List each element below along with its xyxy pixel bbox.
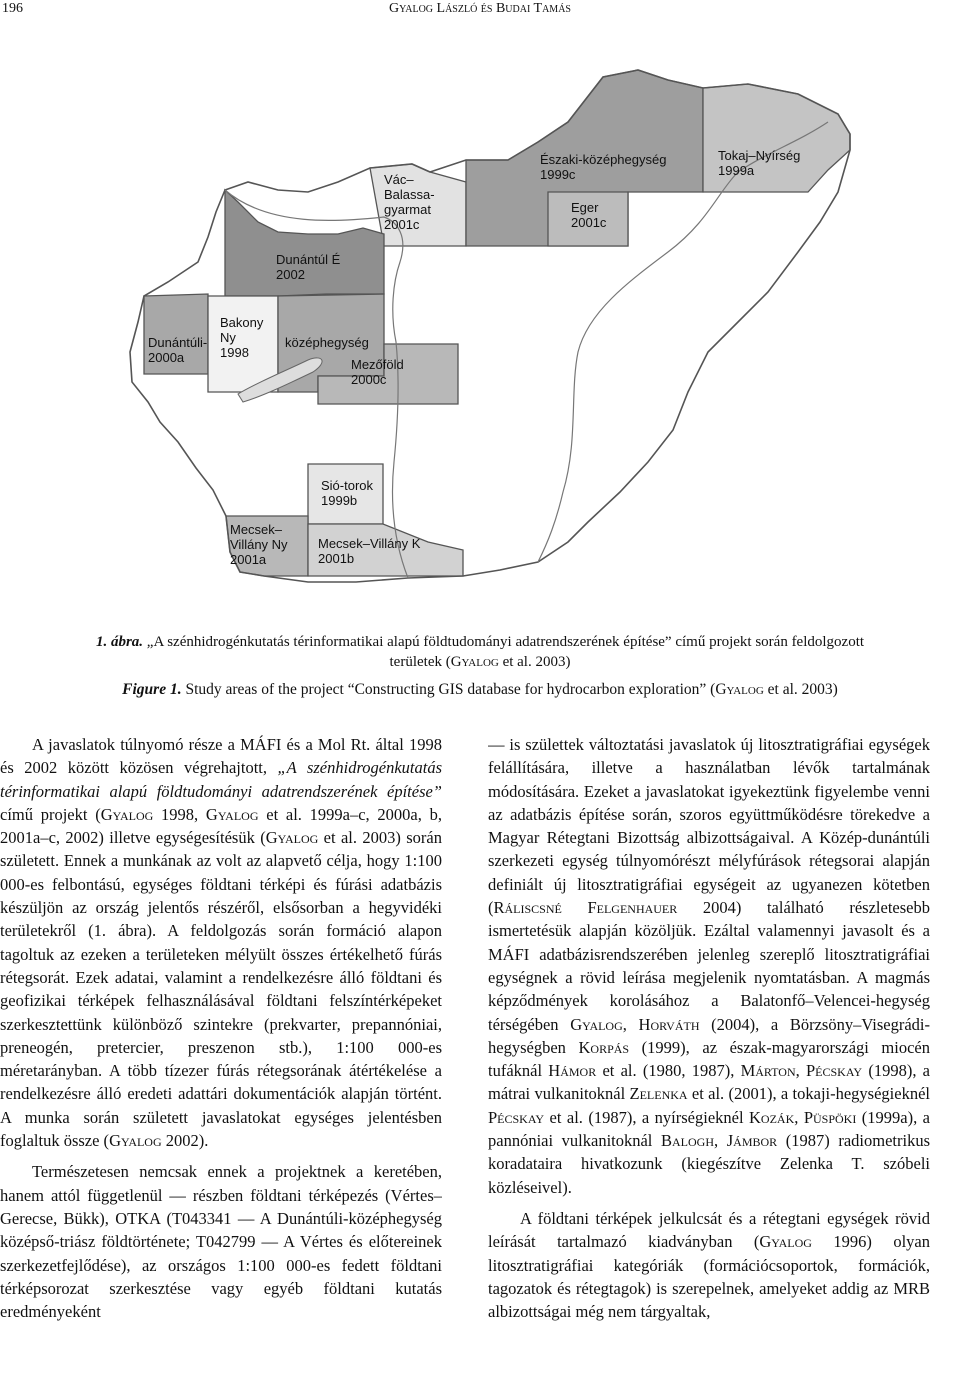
caption-hu-year: et al. 2003) (498, 654, 571, 670)
running-head: Gyalog László és Budai Tamás (389, 1, 571, 16)
left-paragraph-2: Természetesen nemcsak ennek a projektnek a keretében, hanem attól függetlenül — részben földtani térképezés (Vértes–Gerecse, Bükk), OTKA (T043341 — A Dunántúli-középhegység középső-triász földtörténete; T042799 — A Vértes és előtereinek szerkezetfejlődése), az országos 1:100 000-es fedett földtani térképsorozat szerkesztése vagy egyéb földtani kutatás eredményeként (0, 1162, 442, 1322)
region-label-mecsek-villany-k: Mecsek–Villány K 2001b (318, 536, 421, 566)
region-label-tokaj: Tokaj–Nyírség 1999a (718, 148, 801, 178)
region-label-eger: Eger 2001c (571, 200, 607, 230)
page-number: 196 (2, 1, 23, 16)
region-label-sio-torok: Sió-torok 1999b (321, 478, 374, 508)
region-bakony-ny (208, 296, 278, 392)
region-label-dunantuli-kozephegyseg: Dunántúli-2000a (148, 335, 208, 365)
region-label-bakony: Bakony Ny 1998 (220, 315, 264, 360)
caption-en-year: et al. 2003) (763, 681, 838, 698)
hungary-map-svg (108, 22, 853, 624)
caption-hu-line2: területek ( (389, 654, 451, 670)
region-label-kozephegyseg: középhegység (285, 335, 369, 350)
caption-hu-line1: „A szénhidrogénkutatás térinformatikai alapú földtudományi adatrendszerének építése” című projekt során feldolgozott (143, 634, 865, 650)
caption-en-author: Gyalog (715, 681, 764, 698)
right-column (488, 733, 930, 1400)
study-area-map (108, 22, 853, 624)
page-header (0, 0, 960, 24)
caption-hu-author: Gyalog (450, 654, 499, 670)
figure-caption-english (0, 680, 960, 700)
right-paragraph-1: — is születtek változtatási javaslatok új litosztratigráfiai egységek felállítására, illetve a használatban lévők tartalmának módosítására. Ezeket a javaslatokat igyekeztünk figyelembe venni az adatbázis építése során, szoros együttműködésre törekedve a Magyar Rétegtani Bizottság albizottságaival. A Közép-dunántúli szerkezeti egység túlnyomórészt mélyfúrások rétegsorai alapján definiált új litosztratigráfiai egységeit az ugyanezen kötetben (Ráliscsné Felgenhauer 2004) található részletesebb ismertetésük alapján közöljük. Ezáltal valamennyi javasolt és a MÁFI adatbázisrendszerében jelenleg szereplő litosztratigráfiai egységnek a rövid leírása megjelenik nyomtatásban. A magmás képződmények korolásához a Balatonfő–Velencei-hegység térségében Gyalog, Horváth (2004), a Börzsöny–Visegrádi-hegységben Korpás (1999), az észak-magyarországi miocén tufáknál Hámor et al. (1980, 1987), Márton, Pécskay (1998), a mátrai vulkanitoknál Zelenka et al. (2001), a tokaji-hegységieknél Pécskay et al. (1987), a nyírségieknél Kozák, Püspöki (1999a), a pannóniai vulkanitoknál Balogh, Jámbor (1987) radiometrikus koradataira hivatkozunk (kiegészítve Zelenka T. szóbeli közléseivel). (488, 735, 930, 1197)
left-paragraph-1: A javaslatok túlnyomó része a MÁFI és a Mol Rt. által 1998 és 2002 között közösen végrehajtott, „A szénhidrogénkutatás térinformatikai alapú földtudományi adatrendszerének építése” című projekt (Gyalog 1998, Gyalog et al. 1999a–c, 2000a, b, 2001a–c, 2002) illetve egységesítésük (Gyalog et al. 2003) során született. Ennek a munkának az volt az alapvető célja, hogy 1:100 000-es felbontású, egységes földtani térképi és fúrási adatbázis készüljön az ország jelentős részéről, elsősorban a hegyvidéki területekről (1. ábra). A feldolgozás során formáció alapon tagoltuk az ezeken a területeken mélyült összes értékelhető fúrás rétegsorát. Ezek adatai, valamint a rendelkezésre álló földtani és geofizikai térképek felhasználásával földtani felszíntérképeket szerkesztettünk különböző szintekre (prekvarter, prepannóniai, preneogén, pretercier, preszenon stb.), 1:100 000-es méretarányban. A több tízezer fúrás rétegsorának átértékelése a rendelkezésre álló eredeti adattári dokumentációk alapján történt. A munka során született javaslatokat egységes jelentésben foglaltuk össze (Gyalog 2002). (0, 735, 442, 1151)
project-title: „A szénhidrogénkutatás térinformatikai alapú földtudományi adatrendszerének építése” (0, 758, 442, 801)
figure-caption-hungarian (0, 632, 960, 672)
right-paragraph-2: A földtani térképek jelkulcsát és a rétegtani egységek rövid leírását tartalmazó kiadványban (Gyalog 1996) olyan litosztratigráfiai kategóriák (formációcsoportok, formációk, tagozatok és rétegtagok) is szerepelnek, amelyeket addig az MRB albizottságai még nem tárgyaltak, (488, 1208, 930, 1322)
caption-hu-label: 1. ábra. (95, 634, 144, 650)
caption-en-text: Study areas of the project “Constructing GIS database for hydrocarbon exploration” ( (181, 681, 716, 698)
region-label-mecsek-villany-ny: Mecsek– Villány Ny 2001a (230, 522, 288, 567)
region-label-vac: Vác– Balassa-gyarmat 2001c (384, 172, 435, 232)
region-label-dunantul-e: Dunántúl É 2002 (276, 252, 341, 282)
region-label-mezofold: Mezőföld 2000c (351, 357, 404, 387)
region-label-eszaki: Északi-középhegység 1999c (540, 152, 667, 182)
left-column (0, 733, 442, 1400)
caption-en-label: Figure 1. (122, 681, 182, 698)
